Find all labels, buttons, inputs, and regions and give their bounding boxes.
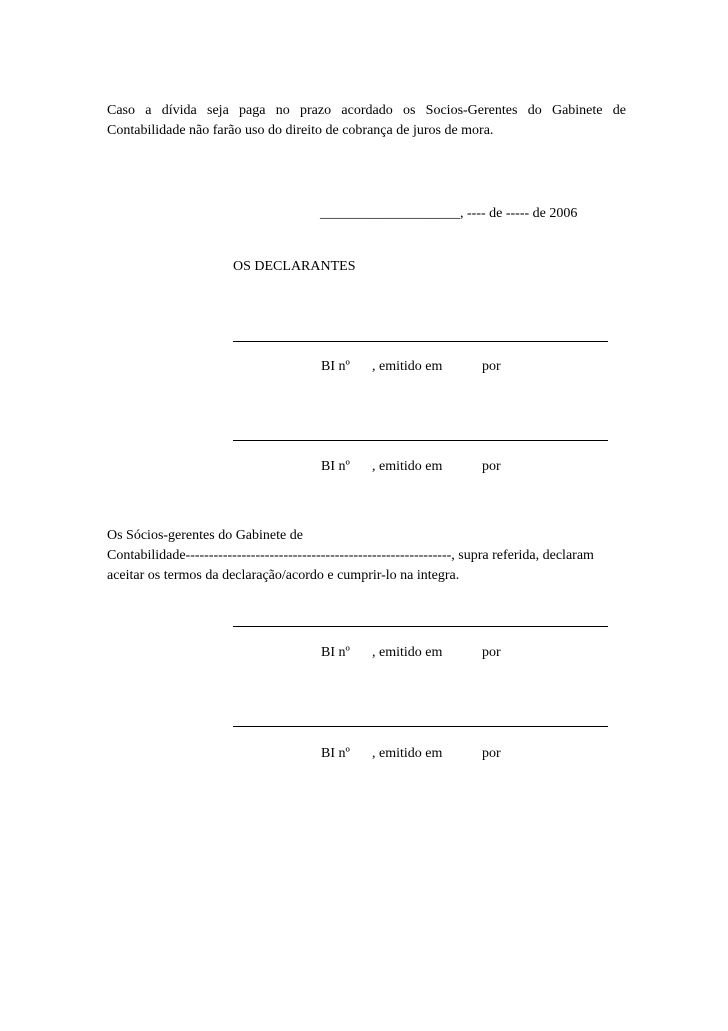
issued-label: , emitido em [372, 459, 443, 474]
declarants-heading: OS DECLARANTES [233, 259, 356, 274]
paragraph-line: aceitar os termos da declaração/acordo e cumprir-lo na integra. [107, 568, 460, 583]
interest-waiver-paragraph [107, 101, 626, 141]
bi-label: BI nº [321, 746, 350, 761]
bi-label: BI nº [321, 645, 350, 660]
signature-line [233, 626, 608, 627]
issued-label: , emitido em [372, 746, 443, 761]
place-blank: ____________________ [320, 206, 460, 221]
by-label: por [482, 645, 501, 660]
paragraph-line: Contabilidade---------------------------------------------------------, supra referida, declaram [107, 548, 594, 563]
signature-line [233, 440, 608, 441]
date-line [320, 206, 577, 222]
paragraph-line: Contabilidade não farão uso do direito de cobrança de juros de mora. [107, 123, 494, 138]
signature-line [233, 341, 608, 342]
by-label: por [482, 459, 501, 474]
date-text: , ---- de ----- de 2006 [460, 206, 578, 221]
issued-label: , emitido em [372, 645, 443, 660]
bi-label: BI nº [321, 359, 350, 374]
by-label: por [482, 746, 501, 761]
paragraph-line: Caso a dívida seja paga no prazo acordado os Socios-Gerentes do Gabinete de [107, 103, 626, 118]
paragraph-line: Os Sócios-gerentes do Gabinete de [107, 528, 303, 543]
signature-line [233, 726, 608, 727]
issued-label: , emitido em [372, 359, 443, 374]
partners-acceptance-paragraph [107, 526, 626, 586]
bi-label: BI nº [321, 459, 350, 474]
by-label: por [482, 359, 501, 374]
